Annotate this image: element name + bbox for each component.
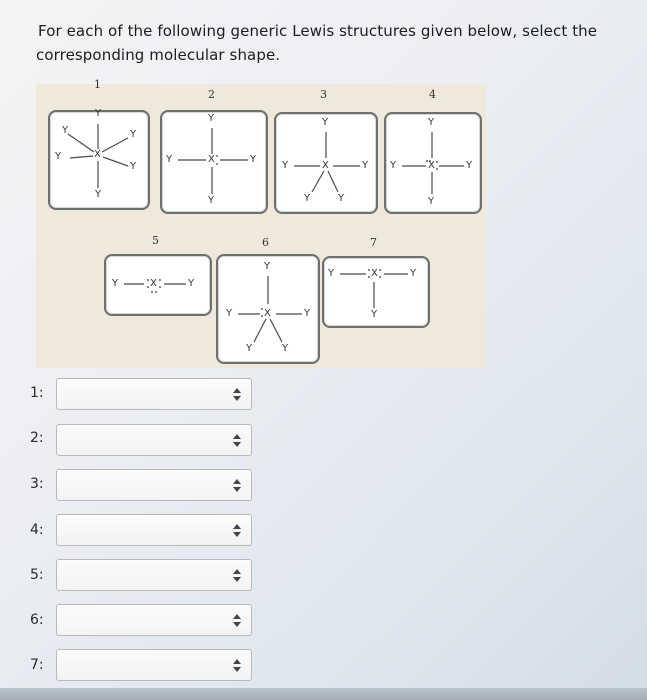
atom-x: X	[208, 154, 215, 165]
atom-y: Y	[246, 343, 253, 354]
atom-y: Y	[226, 308, 233, 319]
atom-x: X	[264, 308, 271, 319]
atom-y: Y	[362, 160, 369, 171]
atom-y: Y	[282, 343, 289, 354]
atom-y: Y	[304, 308, 311, 319]
atom-y: Y	[410, 268, 417, 279]
structure-number-3: 3	[320, 88, 327, 101]
atom-x: X	[428, 160, 435, 171]
structure-box-2	[160, 110, 268, 214]
question-text-line-1: For each of the following generic Lewis structures given below, select the	[38, 22, 598, 40]
atom-y: Y	[338, 193, 345, 204]
atom-y: Y	[250, 154, 257, 165]
atom-y: Y	[371, 309, 378, 320]
answer-label-6: 6:	[30, 612, 44, 628]
updown-arrows-icon	[233, 569, 241, 582]
structure-number-7: 7	[370, 236, 377, 249]
atom-y: Y	[95, 189, 102, 200]
structure-box-7	[322, 256, 430, 328]
lewis-structures-figure	[36, 78, 486, 368]
structure-number-5: 5	[152, 234, 159, 247]
shape-select-2[interactable]	[56, 424, 252, 456]
question-text-line-2: corresponding molecular shape.	[36, 46, 281, 64]
atom-y: Y	[428, 196, 435, 207]
structure-number-1: 1	[94, 78, 101, 91]
answer-label-4: 4:	[30, 522, 44, 538]
updown-arrows-icon	[233, 388, 241, 401]
atom-y: Y	[62, 125, 69, 136]
page-edge	[0, 688, 647, 700]
atom-y: Y	[112, 278, 119, 289]
atom-y: Y	[130, 129, 137, 140]
atom-y: Y	[95, 108, 102, 119]
atom-y: Y	[282, 160, 289, 171]
atom-y: Y	[304, 193, 311, 204]
structure-number-2: 2	[208, 88, 215, 101]
atom-y: Y	[55, 151, 62, 162]
atom-y: Y	[264, 261, 271, 272]
shape-select-3[interactable]	[56, 469, 252, 501]
atom-x: X	[322, 160, 329, 171]
structure-number-6: 6	[262, 236, 269, 249]
atom-x: X	[150, 278, 157, 289]
structure-box-4	[384, 112, 482, 214]
atom-y: Y	[328, 268, 335, 279]
atom-y: Y	[428, 117, 435, 128]
updown-arrows-icon	[233, 479, 241, 492]
atom-x: X	[94, 149, 101, 160]
updown-arrows-icon	[233, 524, 241, 537]
atom-y: Y	[188, 278, 195, 289]
structure-box-5	[104, 254, 212, 316]
atom-y: Y	[208, 195, 215, 206]
shape-select-5[interactable]	[56, 559, 252, 591]
atom-y: Y	[166, 154, 173, 165]
shape-select-6[interactable]	[56, 604, 252, 636]
shape-select-4[interactable]	[56, 514, 252, 546]
atom-x: X	[371, 268, 378, 279]
updown-arrows-icon	[233, 434, 241, 447]
updown-arrows-icon	[233, 614, 241, 627]
structure-number-4: 4	[429, 88, 436, 101]
answer-label-2: 2:	[30, 430, 44, 446]
atom-y: Y	[208, 113, 215, 124]
atom-y: Y	[130, 161, 137, 172]
structure-box-3	[274, 112, 378, 214]
answer-label-7: 7:	[30, 657, 44, 673]
answer-label-5: 5:	[30, 567, 44, 583]
atom-y: Y	[390, 160, 397, 171]
answer-label-3: 3:	[30, 476, 44, 492]
answer-label-1: 1:	[30, 385, 44, 401]
shape-select-7[interactable]	[56, 649, 252, 681]
atom-y: Y	[466, 160, 473, 171]
structure-5-bonds	[106, 256, 210, 314]
structure-box-6	[216, 254, 320, 364]
shape-select-1[interactable]	[56, 378, 252, 410]
atom-y: Y	[322, 117, 329, 128]
structure-box-1	[48, 110, 150, 210]
updown-arrows-icon	[233, 659, 241, 672]
